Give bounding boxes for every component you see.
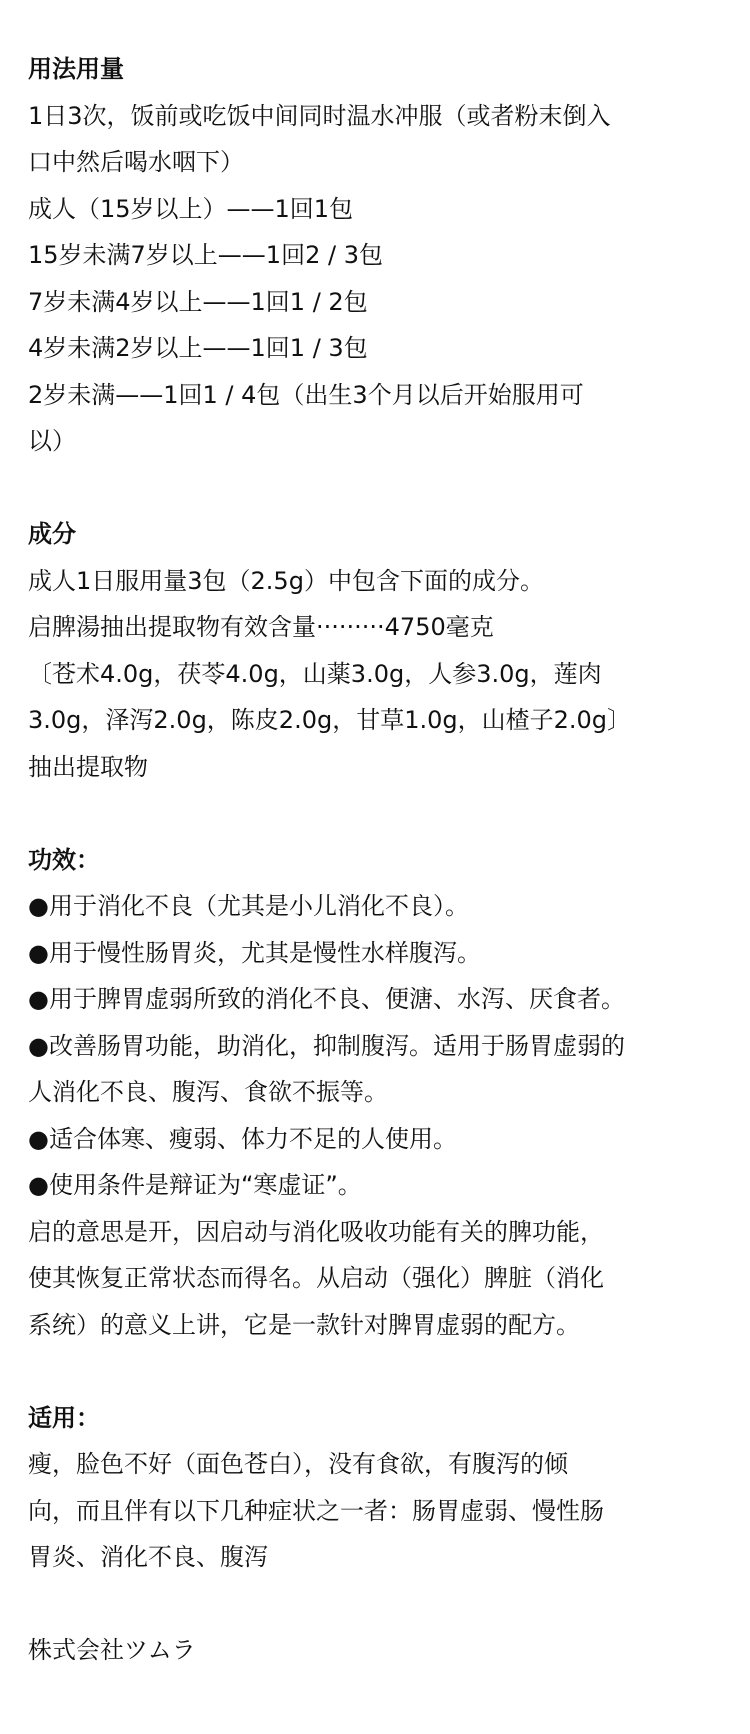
efficacy-section — [28, 837, 724, 1349]
usage-line: 4岁未满2岁以上——1回1 / 3包 — [28, 334, 368, 362]
efficacy-line: ●改善肠胃功能，助消化，抑制腹泻。适用于肠胃虚弱的 — [28, 1031, 625, 1060]
efficacy-line: 使其恢复正常状态而得名。从启动（强化）脾脏（消化 — [28, 1264, 604, 1292]
efficacy-line: ●使用条件是辩证为“寒虚证”。 — [28, 1171, 362, 1199]
usage-line: 7岁未满4岁以上——1回1 / 2包 — [28, 287, 368, 316]
usage-line: 1日3次，饭前或吃饭中间同时温水冲服（或者粉末倒入 — [28, 101, 611, 130]
efficacy-line: 人消化不良、腹泻、食欲不振等。 — [28, 1078, 388, 1106]
ingredients-line: 启脾湯抽出提取物有效含量·········4750毫克 — [28, 613, 494, 641]
usage-line: 2岁未满——1回1 / 4包（出生3个月以后开始服用可 — [28, 380, 584, 409]
suitable-line: 向，而且伴有以下几种症状之一者：肠胃虚弱、慢性肠 — [28, 1496, 604, 1525]
section-spacer — [28, 790, 724, 837]
section-spacer — [28, 1581, 724, 1628]
efficacy-heading: 功效： — [28, 845, 100, 874]
suitable-line: 瘦，脸色不好（面色苍白），没有食欲，有腹泻的倾 — [28, 1450, 568, 1478]
ingredients-line: 抽出提取物 — [28, 752, 148, 781]
usage-line: 口中然后喝水咽下） — [28, 148, 244, 176]
usage-line: 成人（15岁以上）——1回1包 — [28, 194, 354, 223]
suitable-line: 胃炎、消化不良、腹泻 — [28, 1543, 268, 1571]
ingredients-heading: 成分 — [28, 520, 76, 548]
efficacy-line: ●用于脾胃虚弱所致的消化不良、便溏、水泻、厌食者。 — [28, 985, 625, 1013]
ingredients-line: 〔苍术4.0g，茯苓4.0g，山薬3.0g，人参3.0g，莲肉 — [28, 659, 602, 688]
section-spacer — [28, 465, 724, 512]
usage-line: 15岁未满7岁以上——1回2 / 3包 — [28, 241, 383, 269]
ingredients-section — [28, 511, 724, 790]
usage-line: 以） — [28, 427, 76, 455]
efficacy-line: 启的意思是开，因启动与消化吸收功能有关的脾功能， — [28, 1217, 604, 1246]
efficacy-line: ●适合体寒、瘦弱、体力不足的人使用。 — [28, 1124, 457, 1153]
ingredients-line: 3.0g，泽泻2.0g，陈皮2.0g，甘草1.0g，山楂子2.0g〕 — [28, 706, 632, 734]
efficacy-line: 系统）的意义上讲，它是一款针对脾胃虚弱的配方。 — [28, 1310, 580, 1339]
company-section — [28, 1627, 724, 1674]
efficacy-line: ●用于消化不良（尤其是小儿消化不良）。 — [28, 892, 469, 920]
efficacy-line: ●用于慢性肠胃炎，尤其是慢性水样腹泻。 — [28, 938, 481, 967]
usage-section — [28, 46, 724, 465]
suitable-section — [28, 1395, 724, 1581]
section-spacer — [28, 1348, 724, 1395]
ingredients-line: 成人1日服用量3包（2.5g）中包含下面的成分。 — [28, 566, 544, 595]
usage-heading: 用法用量 — [28, 55, 124, 83]
suitable-heading: 适用： — [28, 1403, 100, 1432]
company-name: 株式会社ツムラ — [28, 1636, 196, 1664]
